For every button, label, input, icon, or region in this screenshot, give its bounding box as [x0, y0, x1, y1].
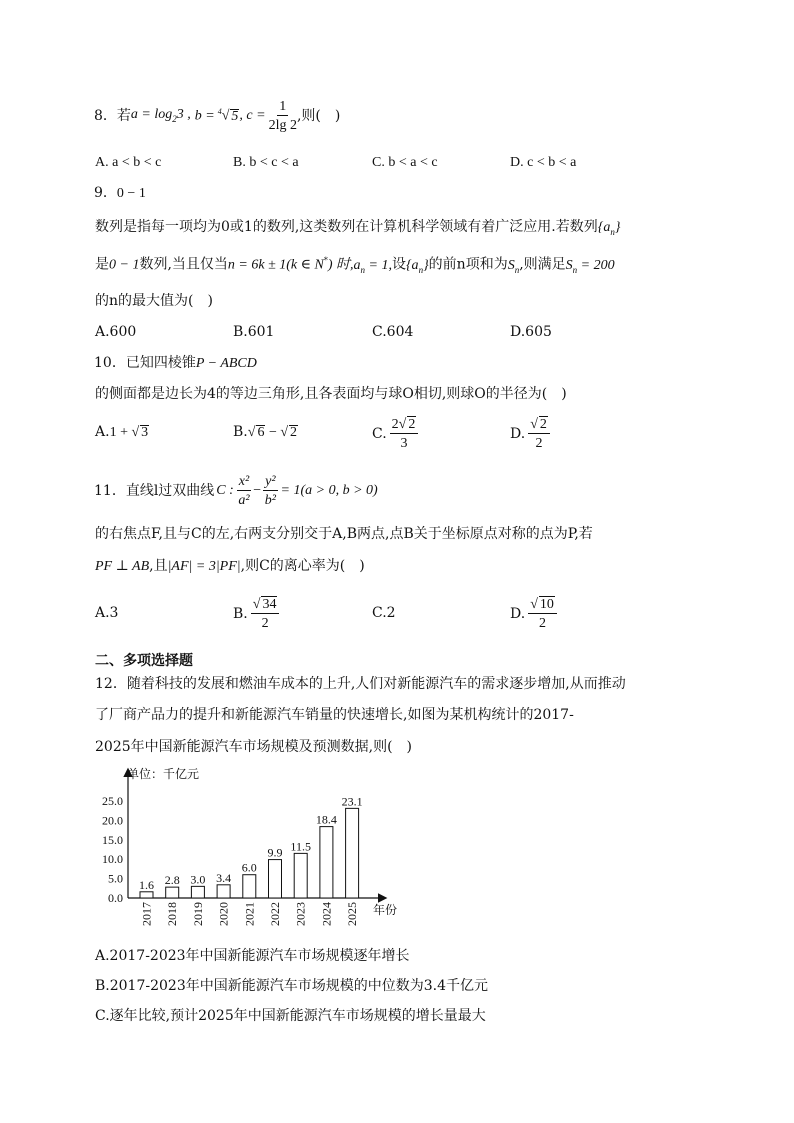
- q11-option-b[interactable]: B. $\frac{√ 34}{2}$: [233, 596, 279, 632]
- x-tick-label: 2020: [216, 902, 231, 926]
- q12-option-b[interactable]: B.2017-2023年中国新能源汽车市场规模的中位数为3.4千亿元: [95, 978, 488, 994]
- bar-2022: [269, 860, 282, 898]
- bar-2017: [140, 892, 153, 898]
- q11-header: 11．直线l过双曲线 C : $\frac{\text{x²}}{\text{a²}}$ − $\frac{\text{y²}}{\text{b²}}$ = 1(a > 0, b > 0): [94, 474, 378, 509]
- q8-option-b[interactable]: B. b < c < a: [233, 155, 299, 170]
- y-tick-label: 0.0: [108, 891, 123, 905]
- bar-value-label: 18.4: [315, 812, 337, 827]
- q12-option-a[interactable]: A.2017-2023年中国新能源汽车市场规模逐年增长: [95, 948, 410, 964]
- x-tick-label: 2024: [319, 902, 334, 926]
- x-tick-label: 2023: [293, 902, 308, 926]
- x-tick-label: 2018: [165, 902, 180, 926]
- q8-stem: [94, 98, 341, 133]
- q8-b-expr: b = $^4$√ 5: [194, 107, 239, 124]
- q9-option-c[interactable]: C.604: [372, 324, 414, 340]
- q9-line2: 是0 − 1数列,当且仅当n = 6k ± 1(k ∈ N*) 时$,a_n = 1$,设$\{a_n\}$的前n项和为$S_n$,则满足$S_n = 200$: [95, 256, 615, 275]
- q10-option-b[interactable]: B.√ 6 − √ 2: [233, 424, 298, 440]
- bar-value-label: 1.6: [139, 877, 154, 892]
- bar-2018: [166, 887, 179, 898]
- q8-option-a[interactable]: A. a < b < c: [95, 155, 162, 170]
- q8-option-d[interactable]: D. c < b < a: [510, 155, 577, 170]
- bar-chart: [95, 762, 425, 937]
- chart-ylabel: 单位：千亿元: [127, 767, 200, 781]
- bar-value-label: 2.8: [164, 873, 180, 888]
- chart-xlabel: 年份: [373, 903, 398, 917]
- y-tick-label: 15.0: [102, 832, 123, 847]
- q10-header: 10．已知四棱锥P − ABCD: [94, 355, 257, 371]
- q8-a-expr: $a = \log_23$ ,: [130, 107, 191, 124]
- q12-line1: 12．随着科技的发展和燃油车成本的上升,人们对新能源汽车的需求逐步增加,从而推动: [95, 676, 626, 692]
- q11-option-a[interactable]: A.3: [95, 605, 119, 621]
- y-tick-label: 20.0: [102, 813, 123, 828]
- bar-2020: [217, 885, 230, 898]
- bar-2024: [320, 827, 333, 898]
- q8-c-fraction: $\frac{1}{2\lg 2}$: [268, 98, 297, 133]
- bar-value-label: 3.0: [190, 872, 206, 887]
- bar-value-label: 3.4: [216, 870, 232, 885]
- q8-c-expr: , c =: [239, 108, 266, 123]
- bar-2019: [191, 886, 204, 898]
- q10-pyramid: P − ABCD: [195, 356, 257, 371]
- q9-option-a[interactable]: A.600: [95, 324, 137, 340]
- y-tick-label: 10.0: [102, 852, 123, 867]
- q12-option-c[interactable]: C.逐年比较,预计2025年中国新能源汽车市场规模的增长量最大: [95, 1008, 486, 1024]
- bar-value-label: 6.0: [241, 860, 257, 875]
- q8-label: 8．若: [94, 108, 131, 124]
- bar-value-label: 11.5: [290, 839, 311, 854]
- bar-2023: [294, 853, 307, 898]
- x-tick-label: 2025: [345, 902, 360, 926]
- bar-2021: [243, 875, 256, 898]
- q10-option-d[interactable]: D. $\frac{√ 2}{2}$: [510, 416, 550, 452]
- q11-option-d[interactable]: D. $\frac{√ 10}{2}$: [510, 596, 557, 632]
- q9-option-b[interactable]: B.601: [233, 324, 275, 340]
- q8-option-c[interactable]: C. b < a < c: [372, 155, 438, 170]
- q9-header: [94, 186, 146, 201]
- q11-line2: PF ⊥ AB,且|AF| = 3|PF|,则C的离心率为( ): [95, 558, 365, 574]
- q9-option-d[interactable]: D.605: [510, 324, 552, 340]
- y-tick-label: 5.0: [108, 871, 123, 886]
- q10-line: 的侧面都是边长为4的等边三角形,且各表面均与球O相切,则球O的半径为( ): [95, 386, 567, 402]
- x-tick-label: 2021: [242, 902, 257, 926]
- x-tick-label: 2022: [268, 902, 282, 926]
- bar-2025: [346, 808, 359, 898]
- x-tick-label: 2017: [139, 902, 154, 926]
- section-title-multiple-choice: 二、多项选择题: [95, 653, 193, 669]
- q9-subtitle: 0 − 1: [116, 186, 146, 201]
- q9-seq: $\{a_n\}$: [597, 220, 621, 237]
- bar-value-label: 23.1: [341, 794, 363, 809]
- q9-label: 9．: [94, 185, 117, 201]
- q12-line3: 2025年中国新能源汽车市场规模及预测数据,则( ): [95, 739, 413, 755]
- q10-option-a[interactable]: A.1 + √ 3: [95, 424, 149, 440]
- q12-line2: 了厂商产品力的提升和新能源汽车销量的快速增长,如图为某机构统计的2017-: [95, 707, 574, 723]
- q8-tail: ,则( ): [296, 108, 341, 124]
- y-tick-label: 25.0: [102, 794, 123, 808]
- q11-option-c[interactable]: C.2: [372, 605, 396, 621]
- q9-line3: 的n的最大值为( ): [95, 293, 213, 309]
- x-tick-label: 2019: [190, 902, 205, 926]
- q9-line1: 数列是指每一项均为0或1的数列,这类数列在计算机科学领域有着广泛应用.若数列$\{a_n\}$: [95, 219, 621, 237]
- q10-option-c[interactable]: C. $\frac{2√ 2}{3}$: [372, 416, 418, 452]
- bar-value-label: 9.9: [267, 845, 283, 860]
- q11-line1: 的右焦点F,且与C的左,右两支分别交于A,B两点,点B关于坐标原点对称的点为P,若: [95, 526, 593, 542]
